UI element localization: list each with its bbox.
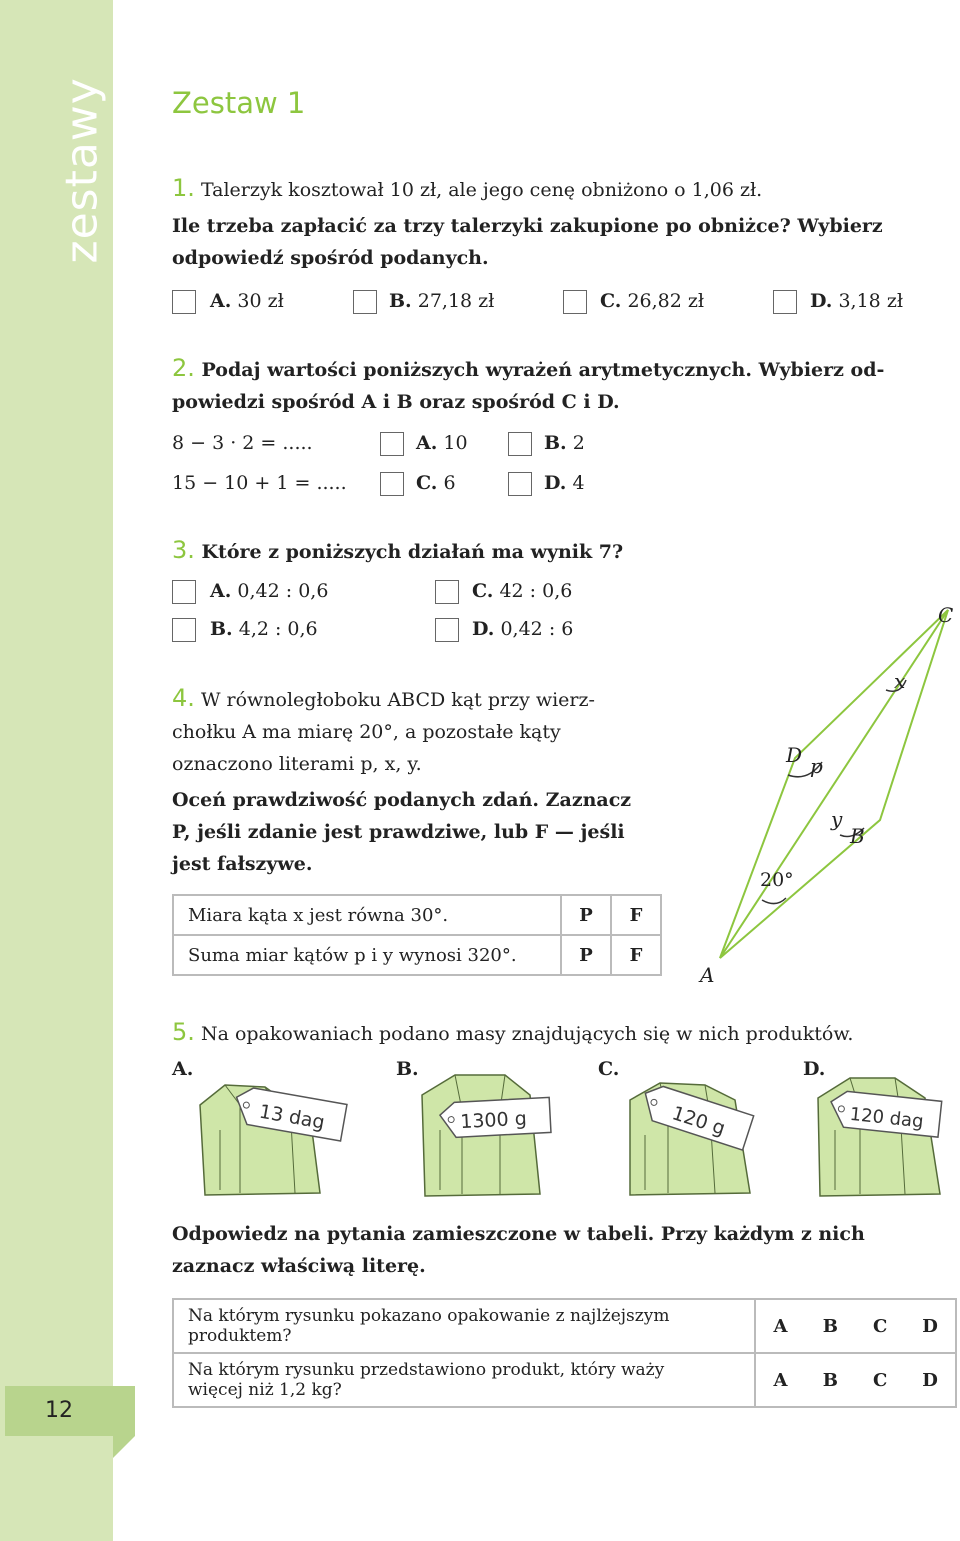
question-5 <box>172 1016 853 1050</box>
q3-checkbox-a[interactable] <box>172 580 196 604</box>
q1-line1: Talerzyk kosztował 10 zł, ale jego cenę obniżono o 1,06 zł. <box>200 179 763 201</box>
q2-checkbox-d[interactable] <box>508 472 532 496</box>
vertex-d-label: D <box>786 743 803 767</box>
question-3 <box>172 534 623 568</box>
q2-checkbox-b[interactable] <box>508 432 532 456</box>
q5-question-2: Na którym rysunku przedstawiono produkt, który waży więcej niż 1,2 kg? <box>173 1353 755 1407</box>
bag-a-tag: 13 dag <box>257 1100 327 1134</box>
question-number: 5. <box>172 1018 195 1046</box>
q5-r1-a[interactable]: A <box>755 1299 806 1353</box>
q5-r2-a[interactable]: A <box>755 1353 806 1407</box>
q4-answer-p-2[interactable]: P <box>561 935 611 975</box>
table-row <box>173 895 661 935</box>
table-row <box>173 1299 956 1353</box>
question-number: 4. <box>172 684 195 712</box>
q3-checkbox-b[interactable] <box>172 618 196 642</box>
bag-c-tag: 120 g <box>669 1102 728 1140</box>
angle-y-label: y <box>831 807 843 831</box>
q5-r1-c[interactable]: C <box>855 1299 905 1353</box>
q5-table <box>172 1298 957 1408</box>
q2-option-a: A. 10 <box>416 432 468 454</box>
q5-intro: Na opakowaniach podano masy znajdujących się w nich produktów. <box>200 1023 854 1045</box>
q4-answer-f-1[interactable]: F <box>611 895 661 935</box>
q4-instr1: Oceń prawdziwość podanych zdań. Zaznacz <box>172 789 632 811</box>
q1-option-b: B. 27,18 zł <box>389 290 495 312</box>
bag-c-image <box>610 1075 780 1200</box>
angle-p-label: p <box>810 754 823 778</box>
q2-option-b: B. 2 <box>544 432 585 454</box>
table-row <box>173 935 661 975</box>
q1-checkbox-c[interactable] <box>563 290 587 314</box>
angle-a-label: 20° <box>760 869 794 891</box>
q2-checkbox-a[interactable] <box>380 432 404 456</box>
bag-c-letter: C. <box>598 1058 620 1080</box>
vertex-a-label: A <box>700 963 715 987</box>
q5-instr2: zaznacz właściwą literę. <box>172 1255 426 1277</box>
bag-b-image <box>400 1070 575 1200</box>
set-title: Zestaw 1 <box>172 86 306 120</box>
q5-question-1: Na którym rysunku pokazano opakowanie z najlżejszym produktem? <box>173 1299 755 1353</box>
q3-question: Które z poniższych działań ma wynik 7? <box>201 541 624 563</box>
q4-statement-1: Miara kąta x jest równa 30°. <box>173 895 561 935</box>
q4-answer-p-1[interactable]: P <box>561 895 611 935</box>
q4-table <box>172 894 662 976</box>
angle-x-label: x <box>894 669 906 693</box>
q1-line3: odpowiedź spośród podanych. <box>172 247 489 269</box>
bag-d-tag: 120 dag <box>848 1103 925 1133</box>
q1-instruction <box>172 210 960 274</box>
question-number: 3. <box>172 536 195 564</box>
q4-line2: chołku A ma miarę 20°, a pozostałe kąty <box>172 721 561 743</box>
q1-checkbox-a[interactable] <box>172 290 196 314</box>
q5-r2-c[interactable]: C <box>855 1353 905 1407</box>
vertex-b-label: B <box>850 824 865 848</box>
q3-checkbox-c[interactable] <box>435 580 459 604</box>
q3-option-c: C. 42 : 0,6 <box>472 580 573 602</box>
q3-option-b: B. 4,2 : 0,6 <box>210 618 318 640</box>
bag-a-image <box>180 1075 355 1200</box>
q2-expression-1: 8 − 3 · 2 = ..... <box>172 432 313 454</box>
q1-option-a: A. 30 zł <box>210 290 284 312</box>
question-number: 1. <box>172 174 195 202</box>
q4-instr2: P, jeśli zdanie jest prawdziwe, lub F — jeśli <box>172 821 625 843</box>
question-number: 2. <box>172 354 195 382</box>
q1-option-d: D. 3,18 zł <box>810 290 903 312</box>
vertex-c-label: C <box>938 603 954 627</box>
sidebar-title: zestawy <box>56 77 108 264</box>
q1-checkbox-d[interactable] <box>773 290 797 314</box>
q4-instr3: jest fałszywe. <box>172 853 313 875</box>
q5-r1-b[interactable]: B <box>805 1299 855 1353</box>
q1-option-c: C. 26,82 zł <box>600 290 705 312</box>
page-number: 12 <box>45 1398 73 1423</box>
question-2 <box>172 352 960 418</box>
q2-option-d: D. 4 <box>544 472 585 494</box>
q5-instruction <box>172 1218 957 1282</box>
bag-b-tag: 1300 g <box>459 1107 528 1134</box>
q1-line2: Ile trzeba zapłacić za trzy talerzyki zakupione po obniżce? Wybierz <box>172 215 883 237</box>
question-4 <box>172 682 662 780</box>
q5-r2-d[interactable]: D <box>905 1353 956 1407</box>
page-number-tab <box>113 1436 135 1458</box>
q4-statement-2: Suma miar kątów p i y wynosi 320°. <box>173 935 561 975</box>
bag-a-letter: A. <box>172 1058 194 1080</box>
table-row <box>173 1353 956 1407</box>
q3-option-d: D. 0,42 : 6 <box>472 618 574 640</box>
q4-line3: oznaczono literami p, x, y. <box>172 753 422 775</box>
bag-b-letter: B. <box>396 1058 419 1080</box>
bag-d-letter: D. <box>803 1058 826 1080</box>
q3-option-a: A. 0,42 : 0,6 <box>210 580 329 602</box>
question-1 <box>172 172 762 206</box>
q5-instr1: Odpowiedz na pytania zamieszczone w tabeli. Przy każdym z nich <box>172 1223 865 1245</box>
q2-line2: powiedzi spośród A i B oraz spośród C i D. <box>172 391 620 413</box>
q2-line1: Podaj wartości poniższych wyrażeń arytmetycznych. Wybierz od- <box>201 359 885 381</box>
q2-checkbox-c[interactable] <box>380 472 404 496</box>
parallelogram-figure <box>690 590 960 990</box>
q1-checkbox-b[interactable] <box>353 290 377 314</box>
q5-r2-b[interactable]: B <box>805 1353 855 1407</box>
q2-option-c: C. 6 <box>416 472 456 494</box>
q3-checkbox-d[interactable] <box>435 618 459 642</box>
q2-expression-2: 15 − 10 + 1 = ..... <box>172 472 347 494</box>
q5-r1-d[interactable]: D <box>905 1299 956 1353</box>
bag-d-image <box>800 1070 950 1200</box>
q4-answer-f-2[interactable]: F <box>611 935 661 975</box>
q4-line1: W równoległoboku ABCD kąt przy wierz- <box>200 689 595 711</box>
q4-instruction <box>172 784 662 880</box>
